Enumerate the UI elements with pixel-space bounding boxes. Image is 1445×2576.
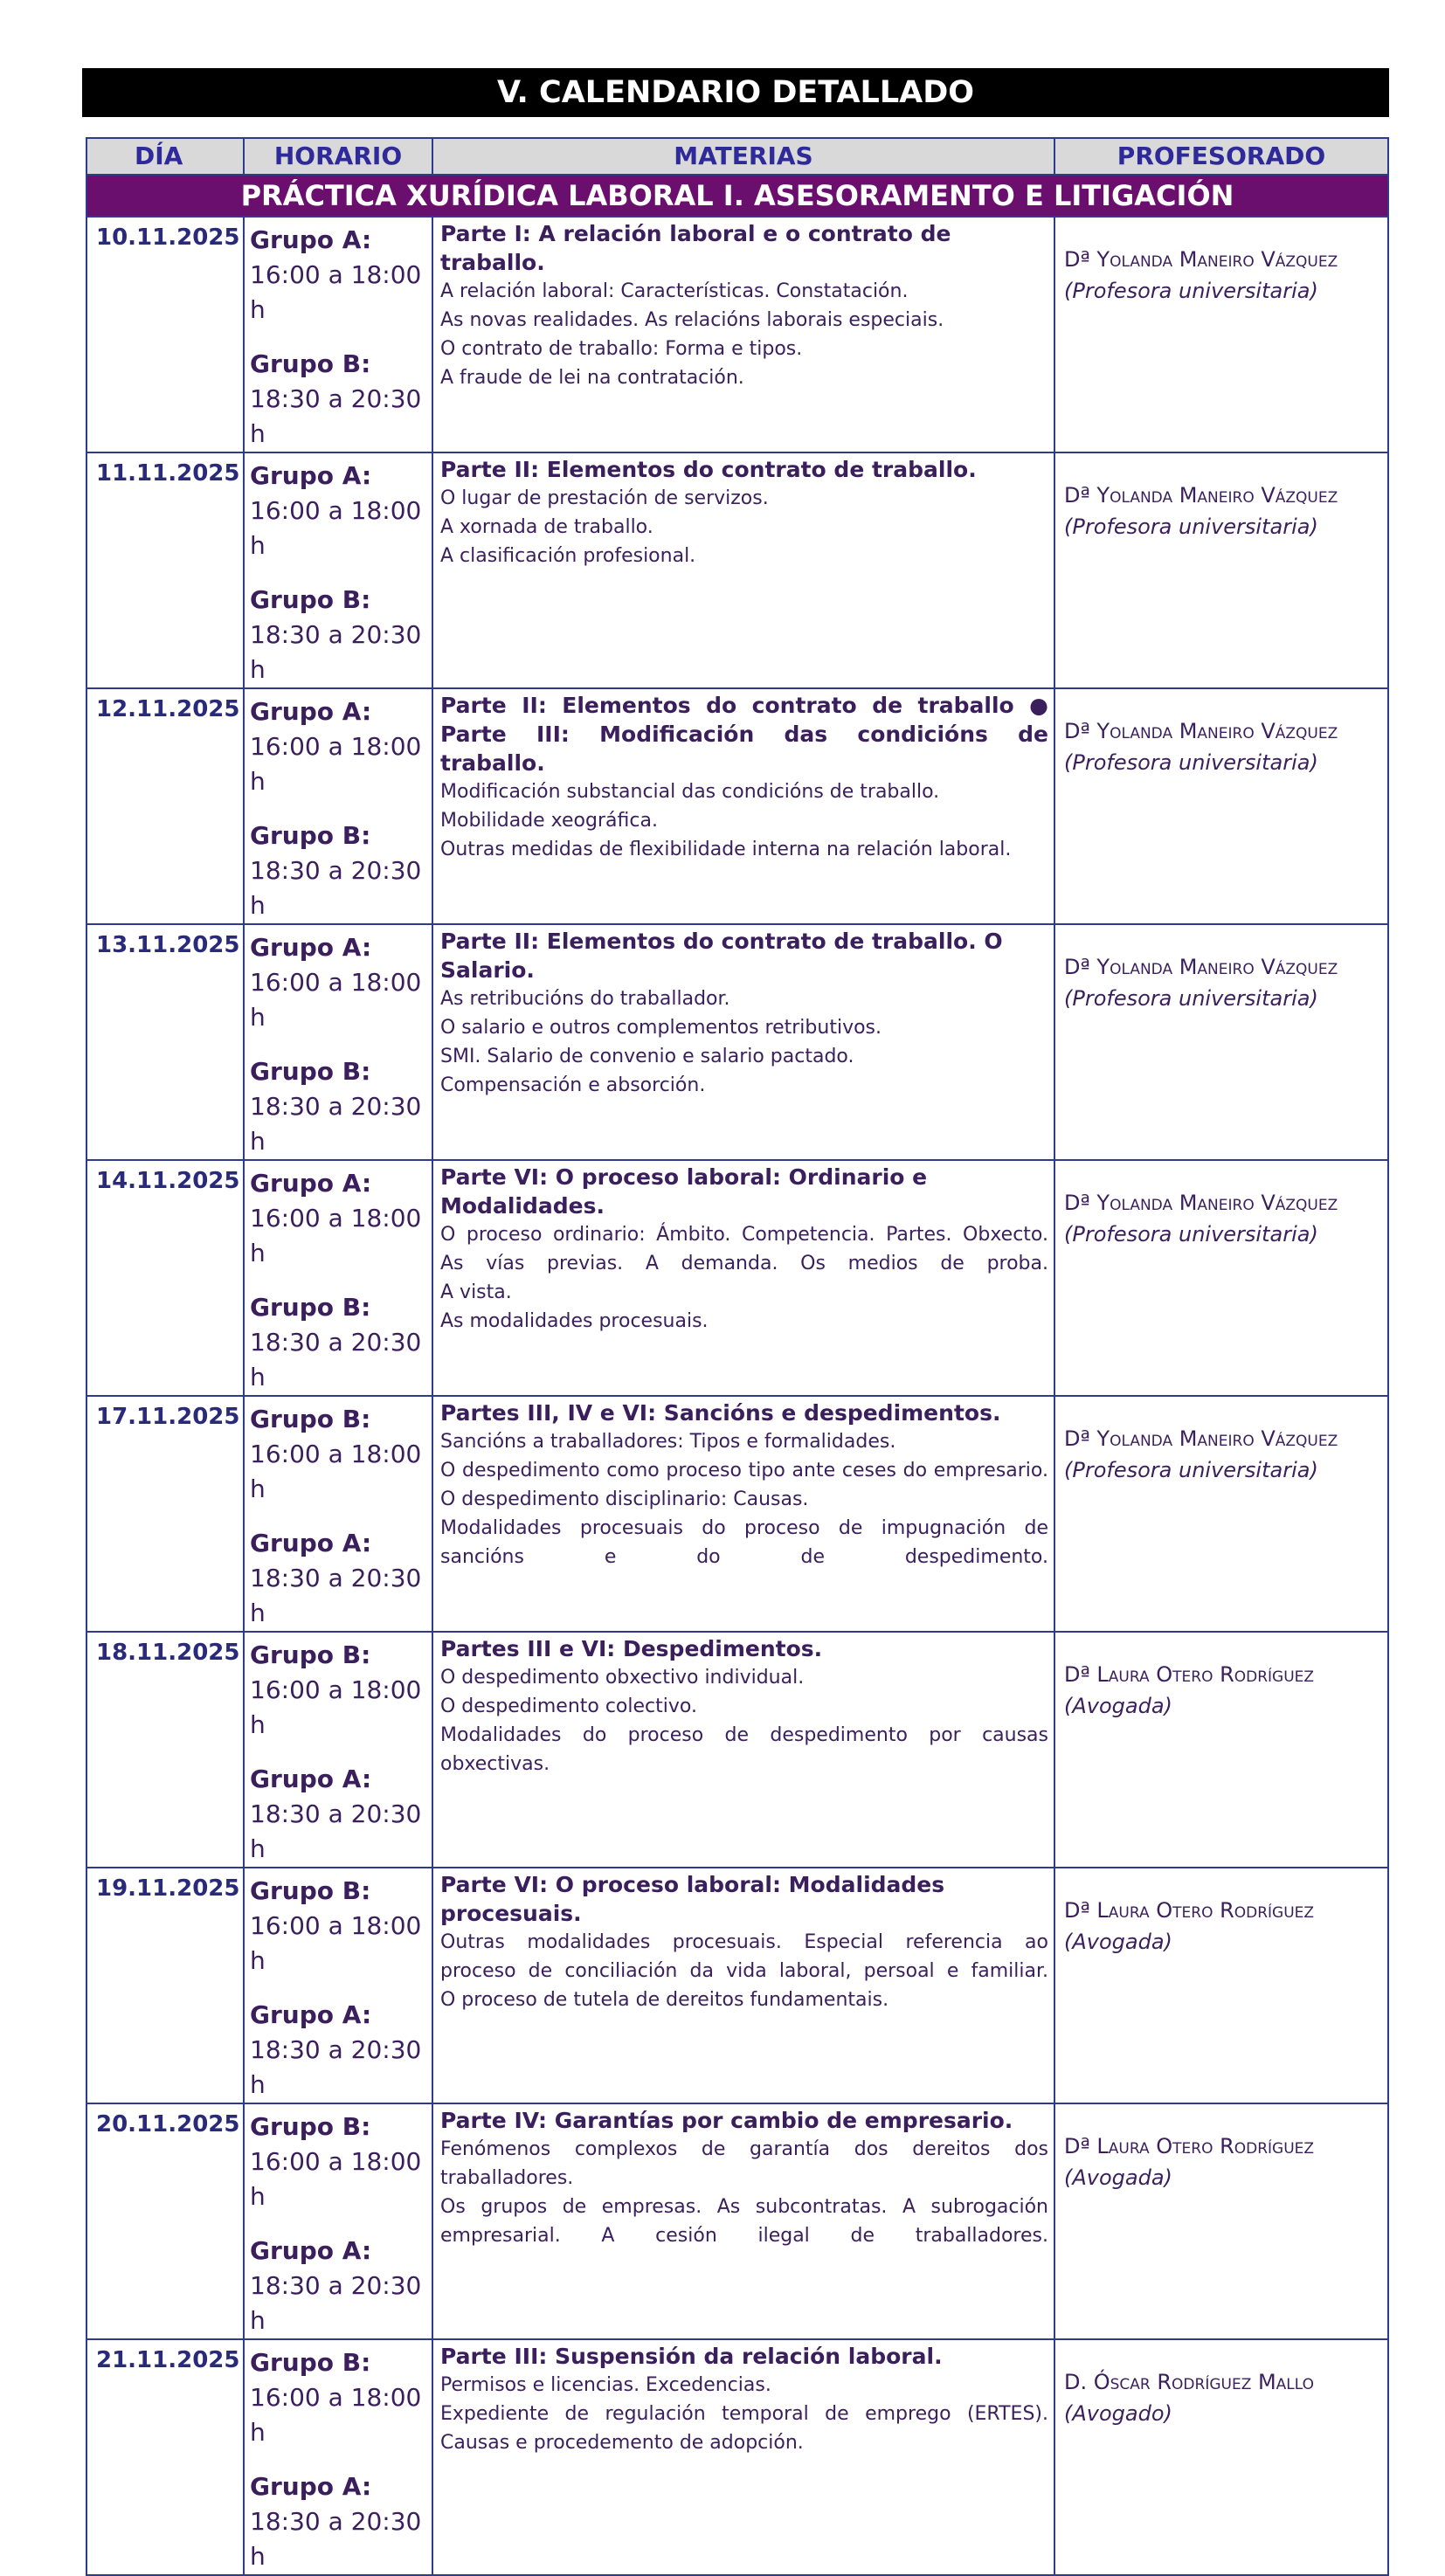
- topic-line: Outras medidas de flexibilidade interna na relación laboral.: [440, 839, 1012, 860]
- group-label: Grupo B:: [250, 585, 371, 614]
- session-teacher: [1054, 1632, 1388, 1868]
- teacher-role: (Avogado): [1064, 2401, 1172, 2426]
- subject-title: Partes III, IV e VI: Sancións e despedimentos.: [440, 1400, 1001, 1426]
- session-subjects: [432, 2103, 1054, 2339]
- session-subjects: [432, 1396, 1054, 1632]
- group-label: Grupo B:: [250, 1057, 371, 1086]
- topic-line: Causas e procedemento de adopción.: [440, 2432, 804, 2454]
- table-row: [86, 924, 1388, 1160]
- teacher-role: (Profesora universitaria): [1064, 1222, 1318, 1247]
- time-range: 16:00 a 18:00 h: [250, 2383, 422, 2447]
- teacher-role: (Profesora universitaria): [1064, 1458, 1318, 1482]
- session-schedule: [244, 1868, 432, 2103]
- header-dia: DÍA: [86, 138, 244, 175]
- teacher-role: (Avogada): [1064, 1694, 1172, 1718]
- section-row: [86, 175, 1388, 217]
- calendar-table: [86, 137, 1389, 2576]
- table-row: [86, 1160, 1388, 1396]
- session-subjects: [432, 1160, 1054, 1396]
- teacher-role: (Avogada): [1064, 2165, 1172, 2190]
- session-date: 21.11.2025: [86, 2339, 244, 2575]
- time-range: 18:30 a 20:30 h: [250, 2035, 422, 2099]
- session-teacher: [1054, 1396, 1388, 1632]
- subject-title: Parte II: Elementos do contrato de traballo.: [440, 457, 977, 482]
- time-range: 16:00 a 18:00 h: [250, 1440, 422, 1503]
- teacher-name: Dª Yolanda Maneiro Vázquez: [1064, 1426, 1338, 1451]
- subject-title: Parte II: Elementos do contrato de traballo ● Parte III: Modificación das condicións de traballo.: [440, 693, 1048, 776]
- topic-line: A clasificación profesional.: [440, 545, 696, 567]
- topic-line: As modalidades procesuais.: [440, 1310, 709, 1332]
- topic-line: SMI. Salario de convenio e salario pactado.: [440, 1046, 854, 1067]
- topic-line: O proceso de tutela de dereitos fundamentais.: [440, 1989, 889, 2011]
- time-range: 16:00 a 18:00 h: [250, 2147, 422, 2211]
- teacher-name: D. Óscar Rodríguez Mallo: [1064, 2370, 1315, 2394]
- group-label: Grupo B:: [250, 1640, 371, 1669]
- group-label: Grupo B:: [250, 1405, 371, 1433]
- time-range: 18:30 a 20:30 h: [250, 1328, 422, 1392]
- teacher-role: (Profesora universitaria): [1064, 750, 1318, 775]
- session-subjects: [432, 924, 1054, 1160]
- teacher-name: Dª Laura Otero Rodríguez: [1064, 2134, 1315, 2158]
- subject-title: Parte IV: Garantías por cambio de empresario.: [440, 2108, 1013, 2133]
- page-title: V. CALENDARIO DETALLADO: [82, 68, 1389, 117]
- teacher-role: (Profesora universitaria): [1064, 279, 1318, 303]
- session-subjects: [432, 1632, 1054, 1868]
- time-range: 16:00 a 18:00 h: [250, 968, 422, 1032]
- table-row: [86, 2339, 1388, 2575]
- topic-line: O contrato de traballo: Forma e tipos.: [440, 338, 803, 360]
- topic-line: O despedimento colectivo.: [440, 1695, 697, 1717]
- session-date: 10.11.2025: [86, 217, 244, 452]
- topic-line: A vista.: [440, 1281, 512, 1303]
- session-teacher: [1054, 217, 1388, 452]
- section-title: PRÁCTICA XURÍDICA LABORAL I. ASESORAMENTO E LITIGACIÓN: [86, 175, 1388, 217]
- subject-title: Parte VI: O proceso laboral: Modalidades procesuais.: [440, 1872, 945, 1926]
- subject-title: Partes III e VI: Despedimentos.: [440, 1636, 823, 1661]
- group-label: Grupo B:: [250, 1293, 371, 1322]
- subject-title: Parte VI: O proceso laboral: Ordinario e Modalidades.: [440, 1164, 928, 1219]
- group-label: Grupo A:: [250, 2000, 372, 2029]
- group-label: Grupo B:: [250, 1876, 371, 1905]
- time-range: 16:00 a 18:00 h: [250, 260, 422, 324]
- topic-line: Modalidades do proceso de despedimento por causas obxectivas.: [440, 1724, 1048, 1775]
- teacher-role: (Profesora universitaria): [1064, 986, 1318, 1011]
- session-date: 13.11.2025: [86, 924, 244, 1160]
- teacher-name: Dª Laura Otero Rodríguez: [1064, 1898, 1315, 1923]
- session-subjects: [432, 688, 1054, 924]
- subject-title: Parte I: A relación laboral e o contrato de traballo.: [440, 221, 951, 275]
- session-schedule: [244, 924, 432, 1160]
- topic-line: Os grupos de empresas. As subcontratas. A subrogación empresarial. A cesión ilegal de traballadores.: [440, 2196, 1048, 2247]
- session-subjects: [432, 2339, 1054, 2575]
- session-schedule: [244, 1632, 432, 1868]
- teacher-name: Dª Yolanda Maneiro Vázquez: [1064, 1191, 1338, 1215]
- time-range: 18:30 a 20:30 h: [250, 384, 422, 448]
- time-range: 18:30 a 20:30 h: [250, 856, 422, 920]
- session-date: 14.11.2025: [86, 1160, 244, 1396]
- topic-line: As novas realidades. As relacións laborais especiais.: [440, 309, 944, 331]
- session-date: 20.11.2025: [86, 2103, 244, 2339]
- group-label: Grupo A:: [250, 2236, 372, 2265]
- group-label: Grupo A:: [250, 1529, 372, 1557]
- topic-line: Sancións a traballadores: Tipos e formalidades.: [440, 1431, 896, 1453]
- session-date: 18.11.2025: [86, 1632, 244, 1868]
- teacher-name: Dª Laura Otero Rodríguez: [1064, 1662, 1315, 1687]
- table-row: [86, 1868, 1388, 2103]
- session-subjects: [432, 452, 1054, 688]
- teacher-name: Dª Yolanda Maneiro Vázquez: [1064, 955, 1338, 979]
- session-teacher: [1054, 2103, 1388, 2339]
- group-label: Grupo A:: [250, 933, 372, 962]
- group-label: Grupo A:: [250, 461, 372, 490]
- topic-line: O proceso ordinario: Ámbito. Competencia. Partes. Obxecto. As vías previas. A demanda. Os medios de proba.: [440, 1224, 1048, 1274]
- topic-line: Modificación substancial das condicións de traballo.: [440, 781, 940, 803]
- table-row: [86, 1632, 1388, 1868]
- group-label: Grupo B:: [250, 349, 371, 378]
- group-label: Grupo A:: [250, 1765, 372, 1793]
- group-label: Grupo B:: [250, 2348, 371, 2377]
- time-range: 18:30 a 20:30 h: [250, 1564, 422, 1627]
- topic-line: O lugar de prestación de servizos.: [440, 487, 769, 509]
- session-date: 12.11.2025: [86, 688, 244, 924]
- time-range: 18:30 a 20:30 h: [250, 1799, 422, 1863]
- session-date: 17.11.2025: [86, 1396, 244, 1632]
- topic-line: Modalidades procesuais do proceso de impugnación de sancións e do de despedimento.: [440, 1517, 1048, 1568]
- topic-line: O despedimento obxectivo individual.: [440, 1667, 805, 1689]
- subject-title: Parte III: Suspensión da relación laboral.: [440, 2344, 943, 2369]
- topic-line: Outras modalidades procesuais. Especial referencia ao proceso de conciliación da vida laboral, persoal e familiar.: [440, 1931, 1048, 1982]
- group-label: Grupo A:: [250, 225, 372, 254]
- session-teacher: [1054, 688, 1388, 924]
- header-profesorado: PROFESORADO: [1054, 138, 1388, 175]
- session-schedule: [244, 217, 432, 452]
- table-row: [86, 688, 1388, 924]
- session-date: 19.11.2025: [86, 1868, 244, 2103]
- session-subjects: [432, 1868, 1054, 2103]
- subject-title: Parte II: Elementos do contrato de traballo. O Salario.: [440, 929, 1003, 983]
- session-schedule: [244, 2103, 432, 2339]
- session-date: 11.11.2025: [86, 452, 244, 688]
- topic-line: O salario e outros complementos retributivos.: [440, 1017, 882, 1039]
- time-range: 18:30 a 20:30 h: [250, 620, 422, 684]
- group-label: Grupo A:: [250, 697, 372, 726]
- topic-line: Expediente de regulación temporal de emprego (ERTES).: [440, 2403, 1048, 2425]
- topic-line: Fenómenos complexos de garantía dos dereitos dos traballadores.: [440, 2138, 1048, 2189]
- group-label: Grupo A:: [250, 2472, 372, 2501]
- header-horario: HORARIO: [244, 138, 432, 175]
- time-range: 16:00 a 18:00 h: [250, 496, 422, 560]
- teacher-name: Dª Yolanda Maneiro Vázquez: [1064, 483, 1338, 508]
- session-schedule: [244, 1396, 432, 1632]
- session-subjects: [432, 217, 1054, 452]
- session-teacher: [1054, 2339, 1388, 2575]
- table-row: [86, 452, 1388, 688]
- topic-line: A relación laboral: Características. Constatación.: [440, 280, 909, 302]
- session-schedule: [244, 452, 432, 688]
- table-row: [86, 2103, 1388, 2339]
- table-header-row: [86, 138, 1388, 175]
- topic-line: O despedimento disciplinario: Causas.: [440, 1488, 809, 1510]
- topic-line: Permisos e licencias. Excedencias.: [440, 2374, 771, 2396]
- time-range: 16:00 a 18:00 h: [250, 732, 422, 796]
- group-label: Grupo B:: [250, 2112, 371, 2141]
- table-row: [86, 217, 1388, 452]
- teacher-name: Dª Yolanda Maneiro Vázquez: [1064, 247, 1338, 272]
- time-range: 18:30 a 20:30 h: [250, 2271, 422, 2335]
- time-range: 18:30 a 20:30 h: [250, 2507, 422, 2571]
- time-range: 16:00 a 18:00 h: [250, 1204, 422, 1267]
- session-schedule: [244, 2339, 432, 2575]
- session-schedule: [244, 688, 432, 924]
- header-materias: MATERIAS: [432, 138, 1054, 175]
- time-range: 16:00 a 18:00 h: [250, 1911, 422, 1975]
- session-teacher: [1054, 1868, 1388, 2103]
- teacher-role: (Avogada): [1064, 1930, 1172, 1954]
- session-teacher: [1054, 924, 1388, 1160]
- group-label: Grupo A:: [250, 1169, 372, 1198]
- teacher-role: (Profesora universitaria): [1064, 515, 1318, 539]
- topic-line: Compensación e absorción.: [440, 1074, 706, 1096]
- topic-line: A fraude de lei na contratación.: [440, 367, 744, 389]
- teacher-name: Dª Yolanda Maneiro Vázquez: [1064, 719, 1338, 743]
- table-row: [86, 1396, 1388, 1632]
- session-teacher: [1054, 452, 1388, 688]
- topic-line: O despedimento como proceso tipo ante ceses do empresario.: [440, 1460, 1048, 1481]
- group-label: Grupo B:: [250, 821, 371, 850]
- session-teacher: [1054, 1160, 1388, 1396]
- time-range: 16:00 a 18:00 h: [250, 1675, 422, 1739]
- calendar-body: [86, 217, 1388, 2575]
- session-schedule: [244, 1160, 432, 1396]
- topic-line: As retribucións do traballador.: [440, 988, 730, 1010]
- topic-line: A xornada de traballo.: [440, 516, 653, 538]
- topic-line: Mobilidade xeográfica.: [440, 810, 658, 832]
- time-range: 18:30 a 20:30 h: [250, 1092, 422, 1156]
